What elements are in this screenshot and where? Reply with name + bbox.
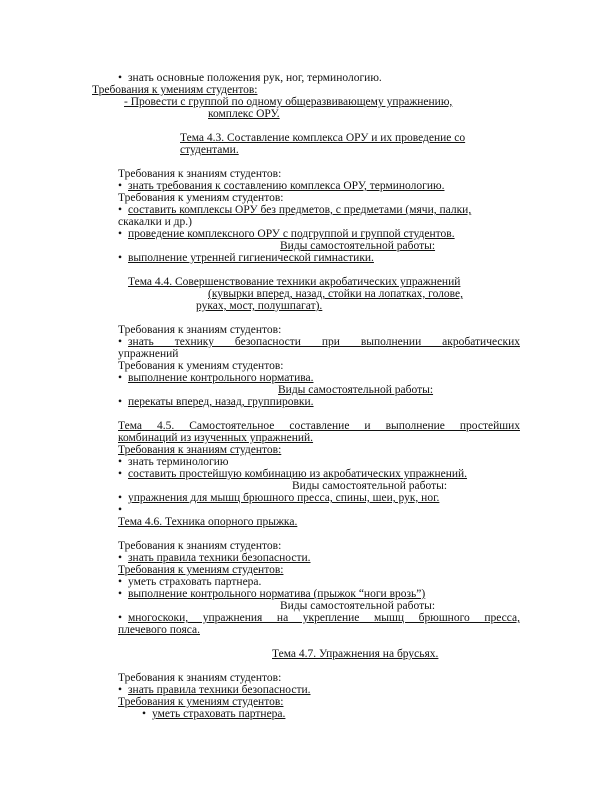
bullet-multi-jumps: • многоскоки, упражнения на укрепление мышц брюшного пресса, [118, 612, 520, 625]
bullet-vault-standard: • выполнение контрольного норматива (прыжок “ноги врозь”) [118, 588, 425, 601]
topic-title-4-3: Тема 4.3. Составление комплекса ОРУ и их проведение со [180, 132, 466, 144]
task-line-2: комплекс ОРУ. [208, 108, 280, 120]
bullet-know-positions: • знать основные положения рук, ног, терминологию. [118, 72, 382, 85]
heading-self-work: Виды самостоятельной работы: [278, 384, 434, 396]
heading-skills: Требования к умениям студентов: [118, 696, 284, 708]
bullet-compose-complexes-cont: скакалки и др.) [118, 216, 192, 228]
topic-title-4-4-cont: (кувырки вперед, назад, стойки на лопатках, голове, [208, 288, 464, 300]
bullet-conduct-complex: • проведение комплексного ОРУ с подгруппой и группой студентов. [118, 228, 455, 241]
bullet-rolls: • перекаты вперед, назад, группировки. [118, 396, 314, 409]
bullet-safety-acrobatics-cont: упражнений [118, 348, 179, 360]
heading-skills: Требования к умениям студентов: [118, 192, 284, 204]
topic-title-4-4: Тема 4.4. Совершенствование техники акробатических упражнений [128, 276, 461, 288]
bullet-compose-complexes: • составить комплексы ОРУ без предметов, с предметами (мячи, палки, [118, 204, 471, 217]
bullet-safety-rules: • знать правила техники безопасности. [118, 684, 311, 697]
bullet-morning-gymnastics: • выполнение утренней гигиенической гимнастики. [118, 252, 374, 265]
topic-title-4-5: Тема 4.5. Самостоятельное составление и выполнение простейших [118, 420, 520, 432]
task-line-1: - Провести с группой по одному общеразвивающему упражнению, [124, 96, 453, 108]
bullet-know-terminology: • знать терминологию [118, 456, 229, 469]
heading-self-work: Виды самостоятельной работы: [280, 240, 436, 252]
heading-knowledge: Требования к знаниям студентов: [118, 324, 282, 336]
heading-self-work: Виды самостоятельной работы: [292, 480, 448, 492]
topic-title-4-5-cont: комбинаций из изученных упражнений. [118, 432, 314, 444]
heading-skills: Требования к умениям студентов: [118, 564, 284, 576]
topic-title-4-7: Тема 4.7. Упражнения на брусьях. [272, 648, 439, 660]
topic-title-4-4-cont2: руках, мост, полушпагат). [196, 300, 323, 312]
heading-skills: Требования к умениям студентов: [118, 360, 284, 372]
bullet-compose-combination: • составить простейшую комбинацию из акробатических упражнений. [118, 468, 467, 481]
heading-knowledge: Требования к знаниям студентов: [118, 672, 282, 684]
topic-title-4-3-cont: студентами. [180, 144, 239, 156]
bullet-spot-partner: • уметь страховать партнера. [142, 708, 285, 721]
bullet-muscle-exercises: • упражнения для мышц брюшного пресса, спины, шеи, рук, ног. [118, 492, 439, 505]
bullet-spot-partner: • уметь страховать партнера. [118, 576, 261, 589]
heading-knowledge: Требования к знаниям студентов: [118, 540, 282, 552]
heading-skills: Требования к умениям студентов: [92, 84, 258, 96]
bullet-control-standard: • выполнение контрольного норматива. [118, 372, 313, 385]
heading-knowledge: Требования к знаниям студентов: [118, 168, 282, 180]
bullet-safety-rules: • знать правила техники безопасности. [118, 552, 311, 565]
heading-self-work: Виды самостоятельной работы: [280, 600, 436, 612]
bullet-multi-jumps-cont: плечевого пояса. [118, 624, 200, 636]
bullet-safety-acrobatics: • знать технику безопасности при выполнении акробатических [118, 336, 520, 349]
heading-knowledge: Требования к знаниям студентов: [118, 444, 282, 456]
bullet-know-requirements: • знать требования к составлению комплекса ОРУ, терминологию. [118, 180, 444, 193]
topic-title-4-6: Тема 4.6. Техника опорного прыжка. [118, 516, 298, 528]
